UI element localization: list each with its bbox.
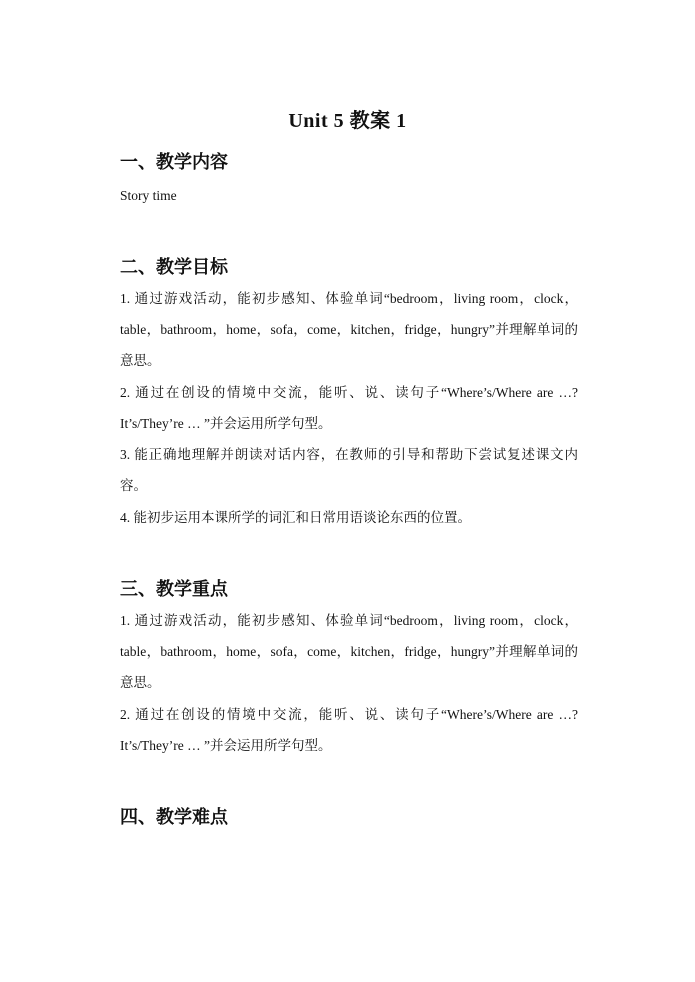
section-heading-key-points: 三、教学重点 [120,579,228,599]
objective-item-1: 1. 通过游戏活动，能初步感知、体验单词“bedroom，living room，clock，table，bathroom，home，sofa，come，kitchen，fridge，hungry”并理解单词的意思。 [120,291,578,368]
objective-item-2: 2. 通过在创设的情境中交流，能听、说、读句子“Where’s/Where are …? It’s/They’re … ”并会运用所学句型。 [120,385,578,431]
key-point-item-2: 2. 通过在创设的情境中交流，能听、说、读句子“Where’s/Where are …? It’s/They’re … ”并会运用所学句型。 [120,707,578,753]
section-heading-content: 一、教学内容 [120,152,228,172]
key-point-item-1: 1. 通过游戏活动，能初步感知、体验单词“bedroom，living room，clock，table，bathroom，home，sofa，come，kitchen，fridge，hungry”并理解单词的意思。 [120,613,578,690]
document-title: Unit 5 教案 1 [288,110,407,132]
objective-item-3: 3. 能正确地理解并朗读对话内容，在教师的引导和帮助下尝试复述课文内容。 [120,447,578,493]
section-heading-objectives: 二、教学目标 [120,257,228,277]
section-content-text: Story time [120,188,177,203]
section-heading-difficulties: 四、教学难点 [120,807,228,827]
objective-item-4: 4. 能初步运用本课所学的词汇和日常用语谈论东西的位置。 [120,510,471,525]
